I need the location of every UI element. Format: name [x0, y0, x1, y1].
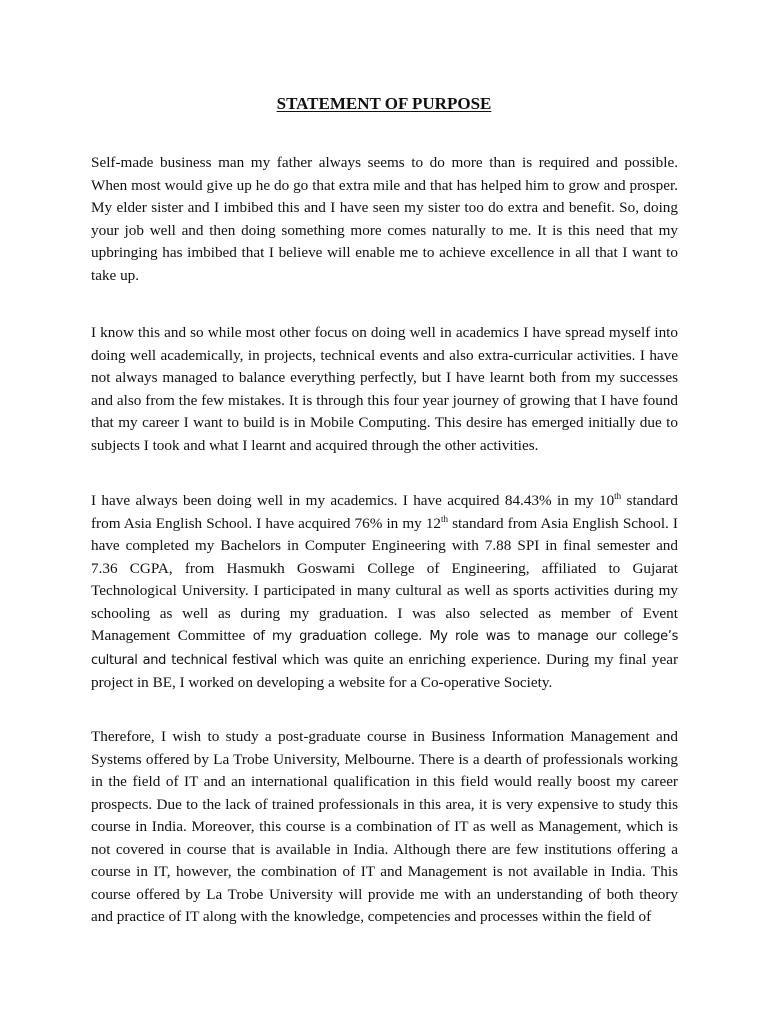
- superscript-th-10: th: [614, 491, 622, 501]
- academics-text-different-font: of my graduation college. My role was to manage our college’s cultural and technical festival: [91, 629, 678, 668]
- academics-text-1: I have always been doing well in my academics. I have acquired 84.43% in my 10: [91, 492, 615, 509]
- academics-text-3: standard from Asia English School. I have completed my Bachelors in Computer Engineering with 7.88 SPI in final semester and 7.36 CGPA, from Hasmukh Goswami College of Engineering, affiliated to Gujarat Technological University. I participated in many cultural as well as sports activities during my schooling as well as during my graduation. I was also selected as member of Event Management Committee: [91, 514, 678, 644]
- superscript-th-12: th: [441, 513, 449, 524]
- academics-text-2: standard from Asia English School. I have acquired 76% in my 12: [91, 492, 678, 532]
- paragraph-academics: [91, 490, 678, 695]
- academics-text-5: which was quite an enriching experience. During my final year project in BE, I worked on developing a website for a Co-operative Society.: [91, 650, 678, 691]
- paragraph-course-choice: Therefore, I wish to study a post-graduate course in Business Information Management and Systems offered by La Trobe University, Melbourne. There is a dearth of professionals working in the field of IT and an international qualification in this field would really boost my career prospects. Due to the lack of trained professionals in this area, it is very expensive to study this course in India. Moreover, this course is a combination of IT as well as Management, which is not covered in course that is available in India. Although there are few institutions offering a course in IT, however, the combination of IT and Management is not available in India. This course offered by La Trobe University will provide me with an understanding of both theory and practice of IT along with the knowledge, competencies and processes within the field of: [91, 728, 678, 925]
- document-title: [0, 93, 768, 115]
- document-title-text: STATEMENT OF PURPOSE: [276, 94, 492, 113]
- paragraph-all-round-development: I know this and so while most other focus on doing well in academics I have spread myself into doing well academically, in projects, technical events and also extra-curricular activities. I have not always managed to balance everything perfectly, but I have learnt both from my successes and also from the few mistakes. It is through this four year journey of growing that I have found that my career I want to build is in Mobile Computing. This desire has emerged initially due to subjects I took and what I learnt and acquired through the other activities.: [91, 324, 678, 454]
- paragraph-father-inspiration: Self-made business man my father always seems to do more than is required and possible. When most would give up he do go that extra mile and that has helped him to grow and prosper. My elder sister and I imbibed this and I have seen my sister too do extra and benefit. So, doing your job well and then doing something more comes naturally to me. It is this need that my upbringing has imbibed that I believe will enable me to achieve excellence in all that I want to take up.: [91, 154, 678, 284]
